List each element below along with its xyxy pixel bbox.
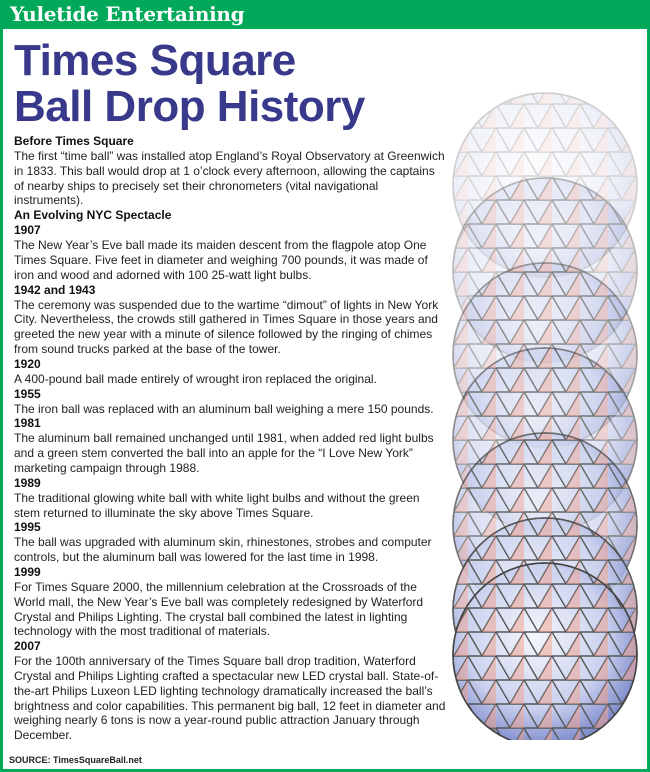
- section-heading: 1942 and 1943: [14, 282, 96, 297]
- section-heading: 1920: [14, 356, 41, 371]
- section-text: The iron ball was replaced with an aluminum ball weighing a mere 150 pounds.: [14, 401, 434, 416]
- section-heading: 1995: [14, 520, 41, 535]
- section-heading: Before Times Square: [14, 134, 134, 148]
- title-line-1: Times Square: [14, 36, 296, 85]
- section-text: The ceremony was suspended due to the wartime “dimout” of lights in New York City. Nevertheless, the crowds still gathered in Times Square in those years and greeted the new year with a minute of silence followed by the ringing of chimes from sound trucks parked at the base of the tower.: [14, 297, 439, 356]
- source-credit: SOURCE: TimesSquareBall.net: [9, 754, 142, 765]
- section-heading: 1907: [14, 223, 41, 238]
- section-heading: 1999: [14, 564, 41, 579]
- section-heading: 1955: [14, 386, 41, 401]
- section-heading: 2007: [14, 639, 41, 654]
- section-text: For the 100th anniversary of the Times Square ball drop tradition, Waterford Crystal and Philips Lighting crafted a spectacular new LED crystal ball. State-of-the-art Philips Luxeon LED lighting technology dramatically increased the ball’s brightness and color capabilities. This permanent big ball, 12 feet in diameter and weighing nearly 6 tons is now a year-round public attraction January through December.: [14, 654, 446, 743]
- section-heading: 1981: [14, 416, 41, 431]
- title-line-2: Ball Drop History: [14, 82, 365, 131]
- section-text: The ball was upgraded with aluminum skin, rhinestones, strobes and computer controls, but the aluminum ball was lowered for the last time in 1998.: [14, 535, 432, 565]
- section-heading: 1989: [14, 475, 41, 490]
- section-text: The aluminum ball remained unchanged until 1981, when added red light bulbs and a green stem converted the ball into an apple for the “I Love New York” marketing campaign through 1988.: [14, 431, 434, 475]
- section-heading: An Evolving NYC Spectacle: [14, 208, 172, 223]
- section-text: The first “time ball” was installed atop England’s Royal Observatory at Greenwich in 1833. This ball would drop at 1 o’clock every afternoon, allowing the captains of nearby ships to precisely set their chronometers (vital navigational instruments).: [14, 149, 445, 208]
- section-text: The New Year’s Eve ball made its maiden descent from the flagpole atop One Times Square. Five feet in diameter and weighing 700 pounds, it was made of iron and wood and adorned with 100 25-watt light bulbs.: [14, 238, 428, 282]
- section-text: For Times Square 2000, the millennium celebration at the Crossroads of the World mall, the New Year’s Eve ball was completely redesigned by Waterford Crystal and Philips Lighting. The crystal ball combined the latest in lighting technology with the most traditional of materials.: [14, 579, 424, 639]
- series-title: Yuletide Entertaining: [10, 2, 245, 26]
- section-text: A 400-pound ball made entirely of wrought iron replaced the original.: [14, 371, 377, 386]
- history-article: [14, 134, 446, 743]
- section-text: The traditional glowing white ball with white light bulbs and without the green stem returned to illuminate the sky above Times Square.: [14, 490, 420, 520]
